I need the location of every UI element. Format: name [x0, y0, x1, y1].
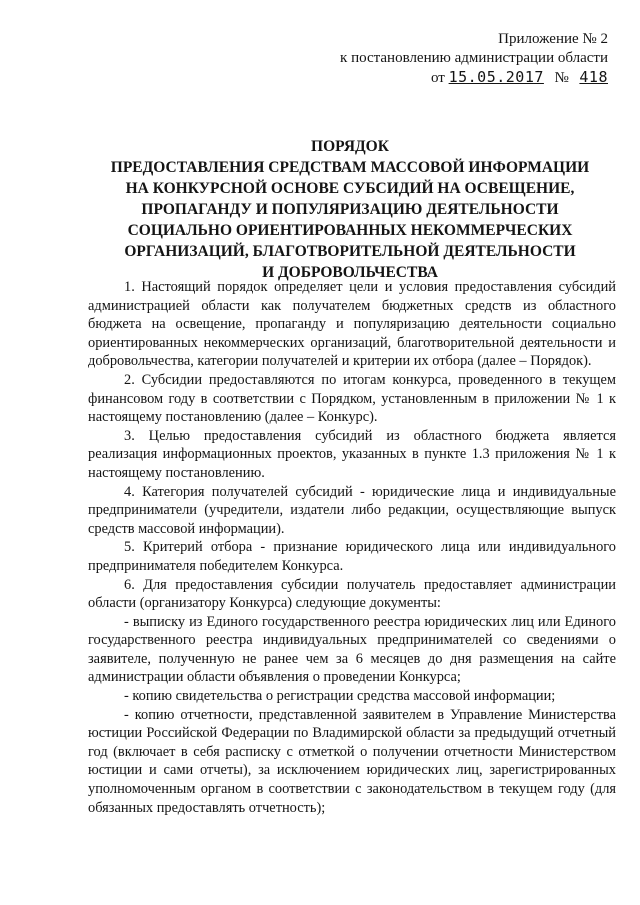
handwritten-date: 15.05.2017	[448, 68, 544, 86]
list-item-reporting: - копию отчетности, представленной заявителем в Управление Министерства юстиции Российской Федерации по Владимирской области за предыдущий отчетный год (включает в себя расписку с отметкой о получении отчетности Министерством юстиции и сами отчеты), за исключением юридических лиц, зарегистрированных уполномоченным органом в соответствии с законодательством в текущем году (для обязанных предоставлять отчетность);	[88, 706, 616, 816]
paragraph-1: 1. Настоящий порядок определяет цели и условия предоставления субсидий администрацией области как получателем бюджетных средств из областного бюджета на освещение, пропаганду и популяризацию деятельности социально ориентированных некоммерческих организаций, благотворительной деятельности и добровольчества, категории получателей и критерии их отбора (далее – Порядок).	[88, 279, 616, 370]
title-line: НА КОНКУРСНОЙ ОСНОВЕ СУБСИДИЙ НА ОСВЕЩЕНИЕ,	[125, 180, 575, 197]
title-line: ПОРЯДОК	[311, 138, 389, 155]
appendix-header	[340, 30, 608, 88]
number-prefix: №	[554, 70, 569, 86]
title-line: И ДОБРОВОЛЬЧЕСТВА	[262, 264, 438, 281]
paragraph-6: 6. Для предоставления субсидии получатель предоставляет администрации области (организатору Конкурса) следующие документы:	[88, 576, 616, 612]
paragraph-3: 3. Целью предоставления субсидий из областного бюджета является реализация информационных проектов, указанных в пункте 1.3 приложения № 1 к настоящему постановлению.	[88, 427, 616, 481]
appendix-date-number-line	[340, 68, 608, 88]
appendix-number: Приложение № 2	[498, 31, 608, 47]
paragraph-4: 4. Категория получателей субсидий - юридические лица и индивидуальные предприниматели (учредители, издатели либо редакции, осуществляющие выпуск средств массовой информации).	[88, 483, 616, 537]
title-line: ОРГАНИЗАЦИЙ, БЛАГОТВОРИТЕЛЬНОЙ ДЕЯТЕЛЬНОСТИ	[124, 243, 576, 260]
list-item-certificate: - копию свидетельства о регистрации средства массовой информации;	[124, 688, 556, 705]
list-item-extract: - выписку из Единого государственного реестра юридических лиц или Единого государственного реестра индивидуальных предпринимателей со сведениями о заявителе, полученную не ранее чем за 6 месяцев до дня размещения на сайте администрации области объявления о проведении Конкурса;	[88, 613, 616, 686]
document-title	[100, 136, 600, 283]
document-body	[88, 278, 616, 817]
paragraph-5: 5. Критерий отбора - признание юридического лица или индивидуального предпринимателя победителем Конкурса.	[88, 539, 616, 574]
title-line: ПРОПАГАНДУ И ПОПУЛЯРИЗАЦИЮ ДЕЯТЕЛЬНОСТИ	[141, 201, 559, 218]
title-line: СОЦИАЛЬНО ОРИЕНТИРОВАННЫХ НЕКОММЕРЧЕСКИХ	[127, 222, 573, 239]
date-prefix: от	[430, 70, 445, 86]
paragraph-2: 2. Субсидии предоставляются по итогам конкурса, проведенного в текущем финансовом году в соответствии с Порядком, установленным в приложении № 1 к настоящему постановлению (далее – Конкурс).	[88, 371, 616, 426]
title-line: ПРЕДОСТАВЛЕНИЯ СРЕДСТВАМ МАССОВОЙ ИНФОРМАЦИИ	[110, 159, 590, 176]
appendix-resolution-ref: к постановлению администрации области	[340, 50, 608, 66]
handwritten-number: 418	[579, 68, 608, 86]
